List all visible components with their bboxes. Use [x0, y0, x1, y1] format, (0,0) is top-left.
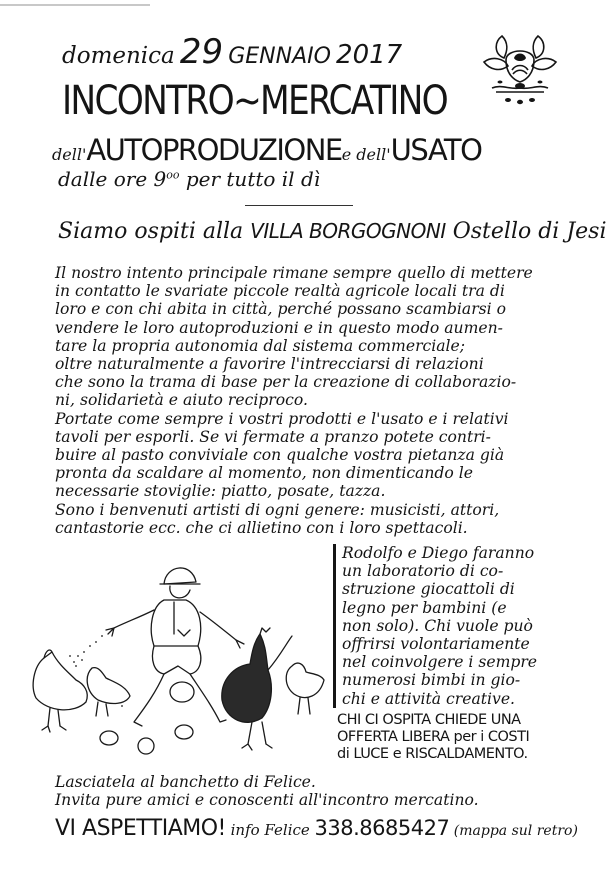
body-line: Il nostro intento principale rimane sempre quello di mettere — [55, 264, 533, 282]
workshop-line: nel coinvolgere i sempre — [342, 653, 538, 672]
body-line: tare la propria autonomia dal sistema commerciale; — [55, 336, 466, 355]
closing-text — [55, 773, 479, 809]
year: 2017 — [336, 40, 403, 70]
body-line: tavoli per esporli. Se vi fermate a pranzo potete contri- — [55, 427, 491, 446]
body-line: pronta da scaldare al momento, non dimenticando le — [55, 464, 473, 483]
month: GENNAIO — [228, 44, 331, 69]
subtitle-prefix: dell' — [52, 145, 87, 164]
day-number: 29 — [179, 32, 224, 72]
subtitle-usato: USATO — [390, 133, 482, 167]
footer-contact — [55, 816, 578, 841]
body-line: oltre naturalmente a favorire l'intrecciarsi di relazioni — [55, 355, 484, 374]
workshop-line: offrirsi volontariamente — [342, 635, 530, 654]
body-line: Portate come sempre i vostri prodotti e l'usato e i relativi — [55, 409, 509, 428]
folk-ornament-icon — [480, 28, 560, 110]
phone-number: 338.8685427 — [314, 816, 450, 840]
body-line: in contatto le svariate piccole realtà agricole locali tra di — [55, 282, 505, 301]
event-subtitle — [52, 133, 481, 167]
body-line: buire al pasto conviviale con qualche vostra pietanza già — [55, 446, 505, 465]
donation-note — [337, 712, 529, 763]
workshop-line: chi e attività creative. — [342, 689, 516, 708]
venue-line — [58, 219, 607, 244]
subtitle-conjunction: e dell' — [341, 145, 391, 164]
info-label: info Felice — [225, 821, 315, 839]
scan-edge — [0, 4, 150, 6]
body-line: loro e con chi abita in città, perché possano scambiarsi o — [55, 300, 507, 319]
event-title: INCONTRO~MERCATINO — [62, 78, 448, 124]
invitation-shout: VI ASPETTIAMO! — [55, 816, 226, 841]
body-text — [55, 264, 575, 537]
closing-line: Lasciatela al banchetto di Felice. — [55, 773, 316, 791]
divider — [245, 205, 353, 206]
map-note: (mappa sul retro) — [449, 823, 578, 839]
hours-superscript: oo — [166, 168, 180, 182]
subtitle-autoproduzione: AUTOPRODUZIONE — [86, 133, 342, 167]
workshop-line: Rodolfo e Diego faranno — [342, 544, 535, 562]
workshop-line: legno per bambini (e — [342, 598, 507, 617]
boy-feeding-chickens-illustration — [14, 556, 326, 756]
donation-line: CHI CI OSPITA CHIEDE UNA — [337, 712, 521, 728]
hours-prefix: dalle ore 9 — [58, 167, 167, 191]
workshop-line: un laboratorio di co- — [342, 562, 504, 581]
body-line: necessarie stoviglie: piatto, posate, tazza. — [55, 482, 386, 501]
body-line: vendere le loro autoproduzioni e in questo modo aumen- — [55, 318, 503, 337]
weekday: domenica — [62, 43, 175, 69]
donation-line: OFFERTA LIBERA per i COSTI — [337, 729, 530, 745]
hours-suffix: per tutto il dì — [179, 167, 321, 191]
event-date — [62, 32, 402, 72]
body-line: cantastorie ecc. che ci allietino con i loro spettacoli. — [55, 518, 468, 537]
body-line: ni, solidarietà e aiuto reciproco. — [55, 391, 308, 410]
venue-name: VILLA BORGOGNONI — [250, 219, 446, 243]
donation-line: di LUCE e RISCALDAMENTO. — [337, 746, 528, 762]
workshop-note — [333, 544, 612, 708]
event-hours — [58, 167, 320, 191]
venue-prefix: Siamo ospiti alla — [58, 219, 251, 244]
venue-suffix: Ostello di Jesi — [445, 219, 607, 244]
body-line: che sono la trama di base per la creazione di collaborazio- — [55, 373, 517, 392]
workshop-line: struzione giocattoli di — [342, 580, 515, 599]
workshop-line: non solo). Chi vuole può — [342, 616, 533, 635]
workshop-line: numerosi bimbi in gio- — [342, 671, 521, 690]
body-line: Sono i benvenuti artisti di ogni genere: musicisti, attori, — [55, 500, 500, 519]
closing-line: Invita pure amici e conoscenti all'incontro mercatino. — [55, 791, 479, 809]
